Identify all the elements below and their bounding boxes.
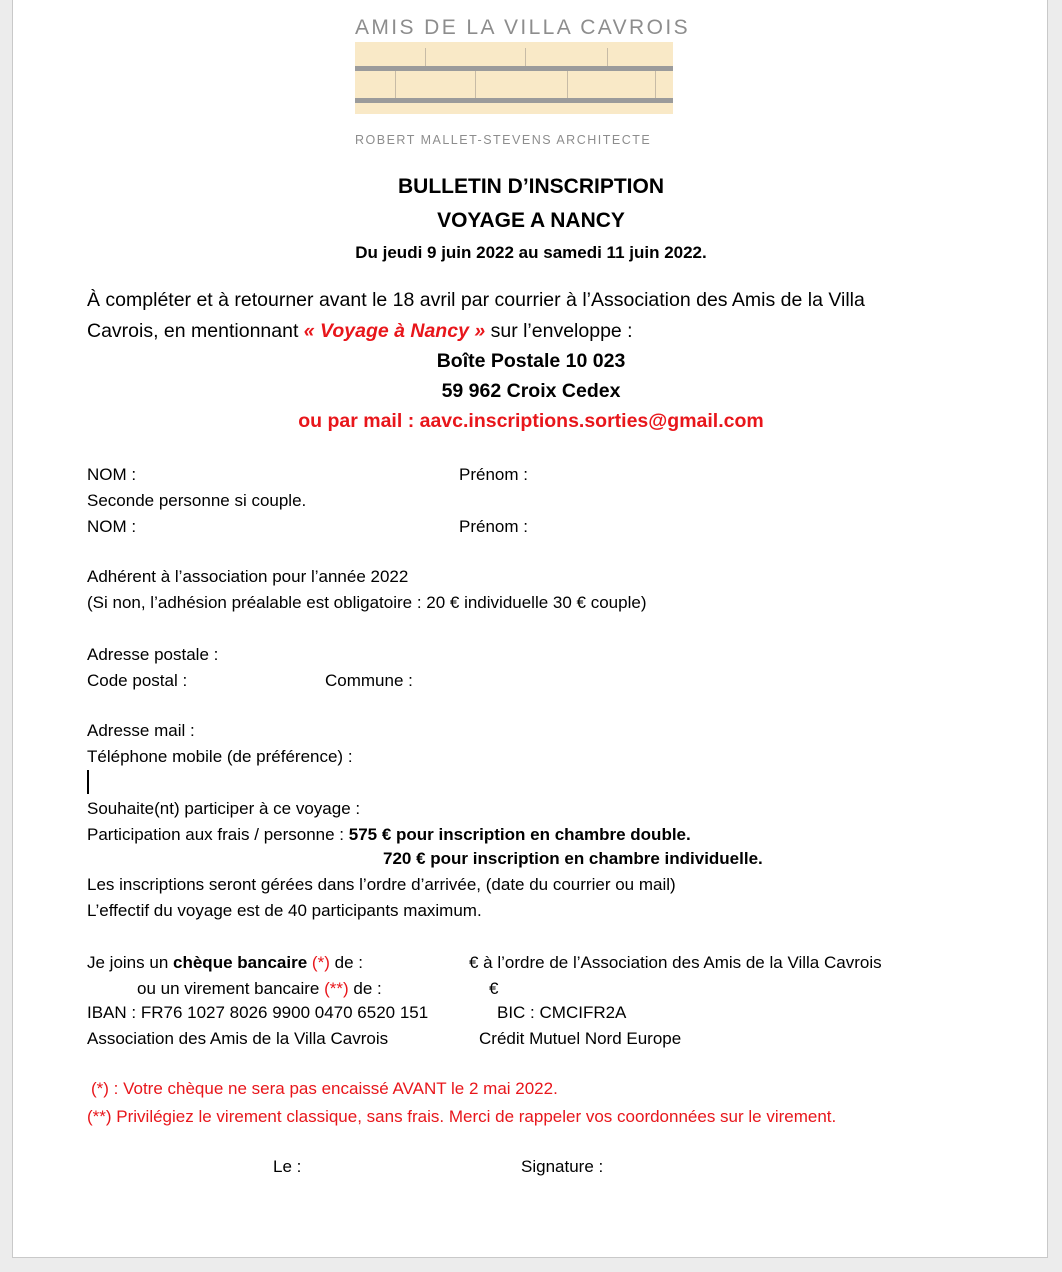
adresse-postale-label: Adresse postale :	[87, 645, 219, 664]
ordre-arrivee: Les inscriptions seront gérées dans l’ordre d’arrivée, (date du courrier ou mail)	[87, 875, 676, 894]
signature-label: Signature :	[521, 1157, 604, 1176]
ordre-association: € à l’ordre de l’Association des Amis de la Villa Cavrois	[469, 953, 882, 972]
seconde-personne: Seconde personne si couple.	[87, 491, 307, 510]
document-page	[12, 0, 1048, 1258]
nom-label: NOM :	[87, 465, 137, 484]
text-cursor[interactable]	[87, 770, 89, 794]
telephone-label: Téléphone mobile (de préférence) :	[87, 747, 353, 766]
code-postal-label: Code postal :	[87, 671, 188, 690]
logo-band	[355, 42, 673, 114]
email-line: ou par mail : aavc.inscriptions.sorties@gmail.com	[298, 410, 764, 432]
banque: Crédit Mutuel Nord Europe	[479, 1029, 682, 1048]
address-line1: Boîte Postale 10 023	[436, 350, 626, 372]
envelope-mention: « Voyage à Nancy »	[303, 320, 486, 342]
nom2-label: NOM :	[87, 517, 137, 536]
title-bulletin: BULLETIN D’INSCRIPTION	[398, 175, 664, 198]
intro-line1: À compléter et à retourner avant le 18 avril par courrier à l’Association des Amis de la Villa	[87, 289, 865, 311]
logo-top-text: AMIS DE LA VILLA CAVROIS	[355, 16, 690, 39]
address-line2: 59 962 Croix Cedex	[441, 380, 621, 402]
joins-text: Je joins un	[87, 953, 169, 972]
prix-individuelle: 720 € pour inscription en chambre individuelle.	[383, 849, 763, 868]
adhesion-note: (Si non, l’adhésion préalable est obligatoire : 20 € individuelle 30 € couple)	[87, 593, 647, 612]
virement-text: ou un virement bancaire	[137, 979, 320, 998]
participation-line	[87, 825, 691, 845]
de-text-2: de :	[353, 979, 382, 998]
euro-symbol: €	[489, 979, 499, 998]
le-label: Le :	[273, 1157, 302, 1176]
bic: BIC : CMCIFR2A	[497, 1003, 627, 1022]
prenom-label: Prénom :	[459, 465, 528, 484]
prenom2-label: Prénom :	[459, 517, 528, 536]
souhaite-line: Souhaite(nt) participer à ce voyage :	[87, 799, 361, 818]
de-text-1: de :	[334, 953, 363, 972]
prix-double: 575 € pour inscription en chambre double.	[348, 825, 691, 844]
cheque-line	[87, 953, 363, 973]
cheque-bancaire: chèque bancaire	[173, 953, 308, 972]
adresse-mail-label: Adresse mail :	[87, 721, 195, 740]
footnote-mark-1: (*)	[311, 953, 330, 972]
intro-line2	[87, 320, 633, 343]
intro-line2-pre: Cavrois, en mentionnant	[87, 320, 299, 342]
effectif-line: L’effectif du voyage est de 40 participants maximum.	[87, 901, 482, 920]
adherent-line: Adhérent à l’association pour l’année 2022	[87, 567, 409, 586]
titulaire: Association des Amis de la Villa Cavrois	[87, 1029, 389, 1048]
virement-line	[137, 979, 382, 999]
dates: Du jeudi 9 juin 2022 au samedi 11 juin 2022.	[355, 243, 707, 262]
iban: IBAN : FR76 1027 8026 9900 0470 6520 151	[87, 1003, 429, 1022]
intro-line2-post: sur l’enveloppe :	[490, 320, 633, 342]
note-virement: (**) Privilégiez le virement classique, sans frais. Merci de rappeler vos coordonnées sur le virement.	[87, 1107, 837, 1126]
title-voyage: VOYAGE A NANCY	[437, 209, 625, 232]
footnote-mark-2: (**)	[324, 979, 349, 998]
logo-bottom-text: ROBERT MALLET-STEVENS ARCHITECTE	[355, 133, 652, 147]
participation-label: Participation aux frais / personne :	[87, 825, 345, 844]
commune-label: Commune :	[325, 671, 413, 690]
note-cheque: (*) : Votre chèque ne sera pas encaissé AVANT le 2 mai 2022.	[91, 1079, 558, 1098]
